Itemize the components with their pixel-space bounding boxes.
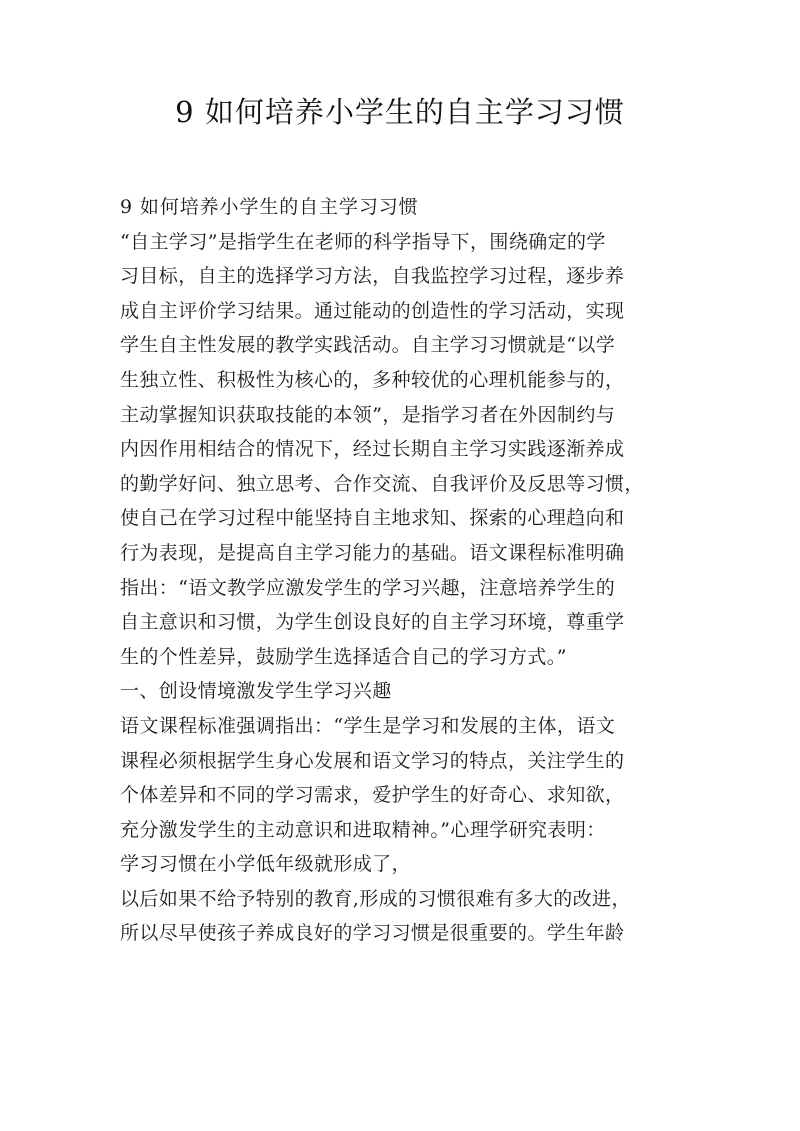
paragraph-line: 生的个性差异，鼓励学生选择适合自己的学习方式。”: [120, 645, 567, 668]
paragraph-line: 的勤学好问、独立思考、合作交流、自我评价及反思等习惯，: [120, 472, 644, 495]
subtitle-line: 9 如何培养小学生的自主学习习惯: [120, 196, 419, 218]
paragraph-line: 个体差异和不同的学习需求，爱护学生的好奇心、求知欲，: [120, 784, 625, 807]
paragraph-line: 以后如果不给予特别的教育,形成的习惯很难有多大的改进，: [120, 887, 631, 910]
paragraph-line: 主动掌握知识获取技能的本领”，是指学习者在外因制约与: [120, 403, 616, 426]
paragraph-line: 自主意识和习惯，为学生创设良好的自主学习环境，尊重学: [120, 611, 625, 634]
paragraph-line: 成自主评价学习结果。通过能动的创造性的学习活动，实现: [120, 299, 625, 322]
paragraph-line: 所以尽早使孩子养成良好的学习习惯是很重要的。学生年龄: [120, 922, 625, 945]
paragraph-line: 习目标，自主的选择学习方法，自我监控学习过程，逐步养: [120, 265, 625, 288]
paragraph-line: 指出：“语文教学应激发学生的学习兴趣，注意培养学生的: [120, 576, 616, 599]
paragraph-line: 充分激发学生的主动意识和进取精神。”心理学研究表明：: [120, 818, 606, 841]
paragraph-line: 内因作用相结合的情况下，经过长期自主学习实践逐渐养成: [120, 438, 625, 461]
paragraph-line: “自主学习”是指学生在老师的科学指导下，围绕确定的学: [120, 230, 606, 253]
paragraph-line: 生独立性、积极性为核心的，多种较优的心理机能参与的，: [120, 368, 625, 391]
paragraph-line: 行为表现，是提高自主学习能力的基础。语文课程标准明确: [120, 541, 625, 564]
document-body: [120, 190, 700, 951]
paragraph-line: 课程必须根据学生身心发展和语文学习的特点，关注学生的: [120, 749, 625, 772]
paragraph-line: 学习习惯在小学低年级就形成了，: [120, 853, 412, 876]
paragraph-line: 使自己在学习过程中能坚持自主地求知、探索的心理趋向和: [120, 507, 625, 530]
document-title: 9 如何培养小学生的自主学习习惯: [175, 95, 625, 129]
paragraph-line: 语文课程标准强调指出：“学生是学习和发展的主体，语文: [120, 714, 616, 737]
section-heading: 一、创设情境激发学生学习兴趣: [120, 680, 392, 703]
paragraph-line: 学生自主性发展的教学实践活动。自主学习习惯就是“以学: [120, 334, 616, 357]
